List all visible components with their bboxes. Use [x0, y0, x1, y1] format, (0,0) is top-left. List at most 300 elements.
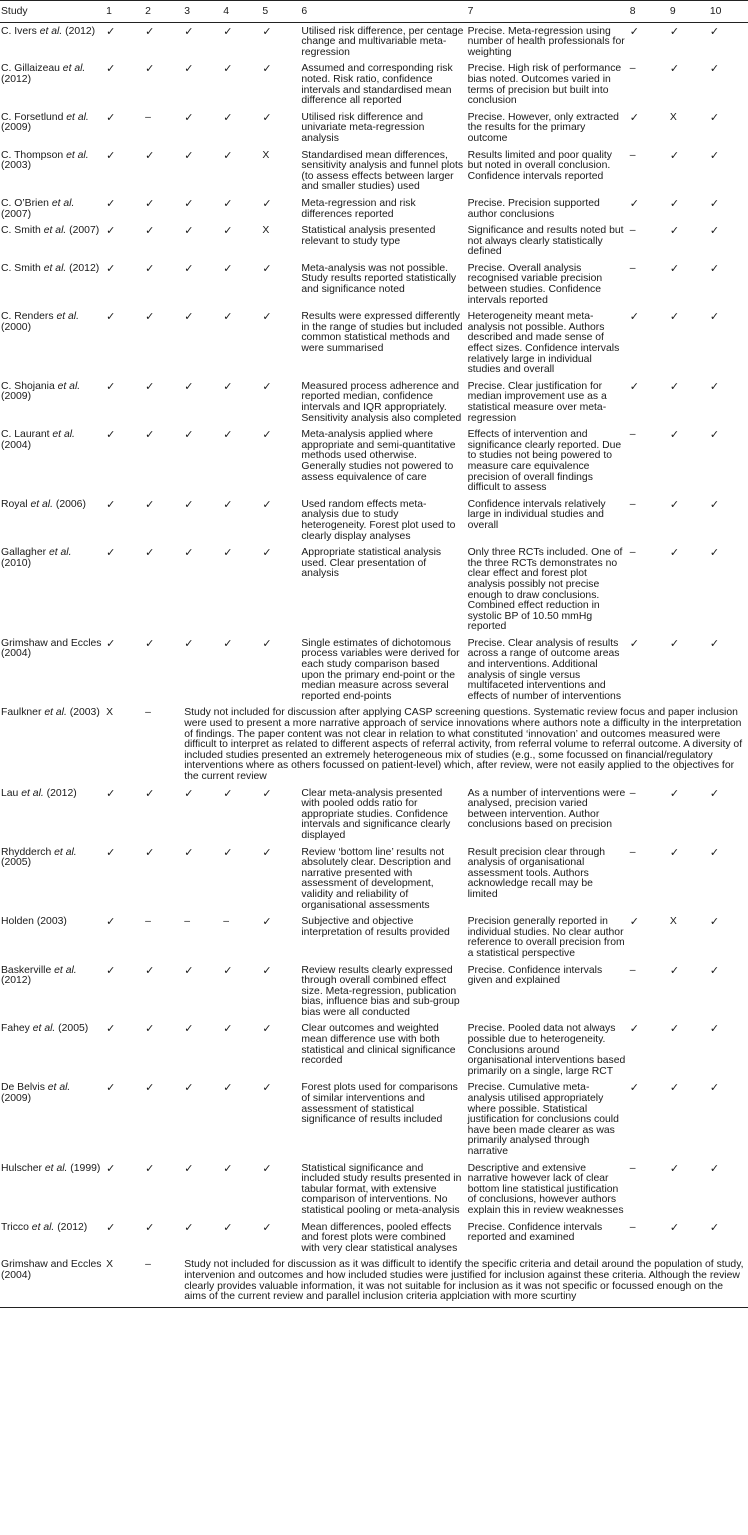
table-row [0, 1219, 748, 1257]
criterion-1-cell [104, 109, 143, 147]
criterion-8-cell [628, 785, 668, 844]
check-mark-icon: ✓ [262, 1220, 272, 1234]
criterion-10-cell [708, 785, 748, 844]
criterion-7-text: Precise. High risk of performance bias noted. Outcomes varied in terms of precision but built into conclusion [467, 63, 622, 107]
check-mark-icon: ✓ [106, 1220, 116, 1234]
check-mark-icon: ✓ [262, 196, 272, 210]
check-mark-icon: ✓ [669, 310, 680, 324]
study-name: C. Laurant et al. (2004) [1, 429, 75, 451]
criterion-7-text: Precise. Meta-regression using number of health professionals for weighting [467, 25, 625, 58]
table-row [0, 1160, 748, 1219]
check-mark-icon: ✓ [145, 224, 155, 238]
criterion-6-text: Clear outcomes and weighted mean difference use with both statistical and clinical significance recorded [301, 1023, 456, 1067]
check-mark-icon: ✓ [669, 62, 680, 76]
criterion-7-text: Precise. Precision supported author conclusions [467, 197, 600, 220]
check-mark-icon: ✓ [629, 110, 639, 124]
criterion-2-cell [143, 260, 182, 308]
criterion-3-cell [182, 1160, 221, 1219]
check-mark-icon: ✓ [106, 24, 116, 38]
criterion-4-cell [221, 260, 260, 308]
study-name: C. Smith et al. (2007) [1, 225, 100, 237]
check-mark-icon: ✓ [262, 428, 272, 442]
criterion-10-cell [708, 378, 748, 426]
check-mark-icon: ✓ [106, 310, 116, 324]
criterion-4-cell [221, 426, 260, 496]
criterion-1-cell [104, 426, 143, 496]
criterion-3-cell [182, 962, 221, 1021]
check-mark-icon: ✓ [709, 1220, 720, 1234]
study-name: Faulkner et al. (2003) [1, 707, 100, 719]
check-mark-icon: ✓ [669, 963, 680, 977]
criterion-6-text: Assumed and corresponding risk noted. Risk ratio, confidence intervals and standardised mean difference all reported [301, 63, 453, 107]
criterion-10-cell [708, 962, 748, 1021]
criterion-7-text: Precise. Clear analysis of results across a range of outcome areas and interventions. Additional analysis of single versus multifaceted interventions and effects of number of interventions [467, 637, 622, 702]
check-mark-icon: ✓ [184, 261, 194, 275]
check-mark-icon: ✓ [184, 546, 194, 560]
table-row [0, 704, 748, 784]
table-row [0, 913, 748, 961]
check-mark-icon: ✓ [145, 786, 155, 800]
check-mark-icon: ✓ [669, 224, 680, 238]
criterion-5-cell [260, 1079, 299, 1159]
criterion-7-text: Significance and results noted but not always clearly statistically defined [467, 225, 624, 258]
check-mark-icon: ✓ [709, 845, 720, 859]
criterion-6-text: Mean differences, pooled effects and forest plots were combined with very clear statistical analyses [301, 1221, 458, 1254]
check-mark-icon: ✓ [145, 636, 155, 650]
check-mark-icon: ✓ [669, 1161, 680, 1175]
check-mark-icon: ✓ [106, 915, 116, 929]
table-row [0, 195, 748, 222]
check-mark-icon: ✓ [184, 110, 194, 124]
table-row [0, 1020, 748, 1079]
check-mark-icon: ✓ [145, 62, 155, 76]
check-mark-icon: ✓ [629, 1081, 639, 1095]
dash-mark: – [145, 707, 151, 719]
criterion-1-cell [104, 308, 143, 378]
criterion-2-cell [143, 1256, 182, 1307]
criterion-10-cell [708, 496, 748, 544]
criterion-1-cell [104, 496, 143, 544]
table-row [0, 962, 748, 1021]
study-name: Baskerville et al. (2012) [1, 964, 77, 987]
check-mark-icon: ✓ [262, 1022, 272, 1036]
dash-mark: – [184, 916, 190, 928]
cross-mark: X [262, 225, 270, 237]
study-name: Holden (2003) [1, 916, 67, 928]
criterion-5-cell [260, 308, 299, 378]
check-mark-icon: ✓ [106, 845, 116, 859]
check-mark-icon: ✓ [709, 786, 720, 800]
criterion-6-text: Single estimates of dichotomous process variables were derived for each study comparison based upon the primary end-point or the median measure across several reported end-points [301, 637, 460, 702]
criterion-1-cell [104, 378, 143, 426]
check-mark-icon: ✓ [106, 196, 116, 210]
check-mark-icon: ✓ [629, 196, 639, 210]
check-mark-icon: ✓ [262, 636, 272, 650]
criterion-7-text: Precision generally reported in individual studies. No clear author reference to overall precision from a statistical perspective [467, 916, 625, 959]
criterion-5-cell [260, 22, 299, 60]
check-mark-icon: ✓ [106, 1022, 116, 1036]
criterion-1-cell [104, 22, 143, 60]
check-mark-icon: ✓ [223, 786, 233, 800]
criterion-4-cell [221, 109, 260, 147]
check-mark-icon: ✓ [669, 845, 680, 859]
criterion-1-cell [104, 785, 143, 844]
criterion-9-cell [668, 109, 708, 147]
criterion-6-text: Measured process adherence and reported median, confidence intervals and IQR appropriately. Sensitivity analysis also completed [301, 380, 462, 424]
check-mark-icon: ✓ [669, 546, 680, 560]
criterion-1-cell [104, 635, 143, 705]
criterion-7-text: Effects of intervention and significance clearly reported. Due to studies not being powered to measure care equivalence precision of overall findings difficult to assess [467, 429, 622, 494]
table-row [0, 22, 748, 60]
criterion-10-cell [708, 22, 748, 60]
criterion-10-cell [708, 1020, 748, 1079]
study-name: Tricco et al. (2012) [1, 1221, 88, 1233]
criterion-2-cell [143, 1160, 182, 1219]
criterion-6-text: Used random effects meta-analysis due to study heterogeneity. Forest plot used to clearly display analyses [301, 498, 456, 542]
column-header-4: 4 [221, 1, 260, 23]
criterion-7-text: Heterogeneity meant meta-analysis not possible. Authors described and made sense of effect sizes. Confidence intervals relatively large in individual studies and overall [467, 311, 620, 376]
column-header-1: 1 [104, 1, 143, 23]
check-mark-icon: ✓ [709, 24, 720, 38]
check-mark-icon: ✓ [106, 546, 116, 560]
column-header-study: Study [0, 1, 104, 23]
check-mark-icon: ✓ [262, 915, 272, 929]
check-mark-icon: ✓ [145, 1161, 155, 1175]
study-name: Royal et al. (2006) [1, 498, 86, 510]
criterion-6-text: Utilised risk difference, per centage change and multivariable meta-regression [301, 25, 464, 58]
table-row [0, 222, 748, 260]
study-name: Fahey et al. (2005) [1, 1023, 89, 1035]
check-mark-icon: ✓ [262, 261, 272, 275]
criterion-8-cell [628, 378, 668, 426]
check-mark-icon: ✓ [262, 379, 272, 393]
check-mark-icon: ✓ [145, 845, 155, 859]
criterion-9-cell [668, 1160, 708, 1219]
check-mark-icon: ✓ [184, 1022, 194, 1036]
check-mark-icon: ✓ [145, 963, 155, 977]
criterion-7-text: Precise. However, only extracted the results for the primary outcome [467, 111, 619, 144]
criterion-1-cell [104, 544, 143, 635]
criterion-9-cell [668, 60, 708, 108]
check-mark-icon: ✓ [629, 915, 639, 929]
check-mark-icon: ✓ [709, 428, 720, 442]
criterion-4-cell [221, 1219, 260, 1257]
check-mark-icon: ✓ [629, 24, 639, 38]
criterion-5-cell [260, 496, 299, 544]
table-row [0, 496, 748, 544]
check-mark-icon: ✓ [145, 546, 155, 560]
check-mark-icon: ✓ [184, 786, 194, 800]
table-body [0, 22, 748, 1307]
criterion-1-cell [104, 260, 143, 308]
criterion-7-text: Only three RCTs included. One of the three RCTs demonstrates no clear effect and forest plot analysis possibly not precise enough to draw conclusions. Combined effect reduction in systolic BP of 10.50 mmHg reported [467, 547, 623, 633]
criterion-4-cell [221, 785, 260, 844]
criterion-8-cell [628, 147, 668, 195]
dash-mark: – [145, 111, 151, 123]
column-header-6: 6 [299, 1, 465, 23]
check-mark-icon: ✓ [223, 62, 233, 76]
check-mark-icon: ✓ [669, 24, 680, 38]
criterion-8-cell [628, 496, 668, 544]
criterion-3-cell [182, 222, 221, 260]
check-mark-icon: ✓ [106, 636, 116, 650]
criterion-6-text: Forest plots used for comparisons of similar interventions and assessment of statistical significance of results included [301, 1082, 458, 1126]
criterion-9-cell [668, 962, 708, 1021]
check-mark-icon: ✓ [184, 224, 194, 238]
criterion-4-cell [221, 1160, 260, 1219]
criterion-3-cell [182, 22, 221, 60]
criterion-7-text: Precise. Confidence intervals given and explained [467, 964, 603, 987]
check-mark-icon: ✓ [106, 1081, 116, 1095]
check-mark-icon: ✓ [709, 546, 720, 560]
dash-mark: – [629, 63, 636, 75]
check-mark-icon: ✓ [709, 379, 720, 393]
check-mark-icon: ✓ [223, 261, 233, 275]
check-mark-icon: ✓ [709, 1161, 720, 1175]
check-mark-icon: ✓ [106, 497, 116, 511]
column-header-9: 9 [668, 1, 708, 23]
criterion-7-text: Precise. Overall analysis recognised variable precision between studies. Confidence intervals reported [467, 262, 603, 306]
study-name: C. Ivers et al. (2012) [1, 25, 96, 37]
check-mark-icon: ✓ [669, 636, 680, 650]
cross-mark: X [262, 149, 270, 161]
criterion-1-cell [104, 962, 143, 1021]
check-mark-icon: ✓ [709, 261, 720, 275]
check-mark-icon: ✓ [669, 379, 680, 393]
cross-mark: X [106, 1259, 114, 1271]
check-mark-icon: ✓ [262, 786, 272, 800]
criterion-9-cell [668, 147, 708, 195]
criterion-6-text: Meta-analysis applied where appropriate and semi-quantitative methods used otherwise. Generally studies not powered to assess equivalence of care [301, 429, 456, 483]
table-row [0, 844, 748, 914]
criterion-6-text: Meta-analysis was not possible. Study results reported statistically and significance noted [301, 262, 457, 296]
check-mark-icon: ✓ [262, 110, 272, 124]
check-mark-icon: ✓ [223, 963, 233, 977]
criterion-4-cell [221, 195, 260, 222]
criterion-1-cell [104, 1160, 143, 1219]
criterion-5-cell [260, 544, 299, 635]
criterion-10-cell [708, 260, 748, 308]
dash-mark: – [629, 225, 636, 237]
criterion-3-cell [182, 109, 221, 147]
criterion-2-cell [143, 109, 182, 147]
dash-mark: – [629, 1162, 636, 1174]
criterion-2-cell [143, 1020, 182, 1079]
criterion-10-cell [708, 195, 748, 222]
check-mark-icon: ✓ [106, 963, 116, 977]
criterion-9-cell [668, 260, 708, 308]
criterion-8-cell [628, 544, 668, 635]
criterion-9-cell [668, 22, 708, 60]
criterion-8-cell [628, 308, 668, 378]
check-mark-icon: ✓ [709, 1081, 720, 1095]
check-mark-icon: ✓ [145, 497, 155, 511]
check-mark-icon: ✓ [709, 148, 720, 162]
criterion-10-cell [708, 844, 748, 914]
criterion-1-cell [104, 1219, 143, 1257]
criterion-5-cell [260, 844, 299, 914]
criterion-8-cell [628, 195, 668, 222]
criterion-1-cell [104, 222, 143, 260]
criterion-8-cell [628, 913, 668, 961]
study-name: C. Renders et al. (2000) [1, 311, 79, 333]
criterion-5-cell [260, 195, 299, 222]
study-name: C. O’Brien et al. (2007) [1, 197, 75, 220]
check-mark-icon: ✓ [709, 110, 720, 124]
dash-mark: – [629, 787, 636, 799]
header-row [0, 1, 748, 23]
criterion-5-cell [260, 962, 299, 1021]
criterion-10-cell [708, 147, 748, 195]
check-mark-icon: ✓ [629, 1022, 639, 1036]
check-mark-icon: ✓ [223, 110, 233, 124]
criterion-2-cell [143, 378, 182, 426]
criterion-4-cell [221, 60, 260, 108]
exclusion-note: Study not included for discussion as it was difficult to identify the specific criteria and detail around the population of study, intervenion and outcomes and how included studies were justified for inclusion against these criteria. Although the review clearly provides valuable information, it was not suitable for inclusion as it was not specific or focussed enough on the aims of the current review and parallel inclusion criteria applciation with more scurtiny [182, 1256, 748, 1307]
table-row [0, 260, 748, 308]
dash-mark: – [223, 916, 230, 928]
criterion-2-cell [143, 844, 182, 914]
table-row [0, 544, 748, 635]
check-mark-icon: ✓ [145, 310, 155, 324]
check-mark-icon: ✓ [629, 379, 639, 393]
check-mark-icon: ✓ [184, 148, 194, 162]
check-mark-icon: ✓ [262, 963, 272, 977]
check-mark-icon: ✓ [106, 62, 116, 76]
criterion-1-cell [104, 1079, 143, 1159]
criterion-2-cell [143, 60, 182, 108]
criterion-2-cell [143, 308, 182, 378]
criterion-2-cell [143, 913, 182, 961]
check-mark-icon: ✓ [223, 24, 233, 38]
criterion-7-text: Descriptive and extensive narrative however lack of clear bottom line statistical justification of conclusions, however authors explain this in review weaknesses [467, 1162, 624, 1216]
check-mark-icon: ✓ [184, 636, 194, 650]
criterion-10-cell [708, 308, 748, 378]
check-mark-icon: ✓ [106, 148, 116, 162]
table-row [0, 635, 748, 705]
criterion-9-cell [668, 1020, 708, 1079]
column-header-10: 10 [708, 1, 748, 23]
criterion-9-cell [668, 785, 708, 844]
criterion-6-text: Results were expressed differently in the range of studies but included common statistical methods and were summarised [301, 311, 463, 355]
criterion-10-cell [708, 60, 748, 108]
criterion-7-text: Precise. Clear justification for median improvement use as a statistical measure over meta-regression [467, 380, 607, 424]
criterion-2-cell [143, 704, 182, 784]
check-mark-icon: ✓ [145, 261, 155, 275]
check-mark-icon: ✓ [184, 196, 194, 210]
criterion-1-cell [104, 1256, 143, 1307]
check-mark-icon: ✓ [145, 379, 155, 393]
check-mark-icon: ✓ [106, 379, 116, 393]
criterion-8-cell [628, 426, 668, 496]
dash-mark: – [629, 429, 636, 441]
criterion-2-cell [143, 544, 182, 635]
column-header-5: 5 [260, 1, 299, 23]
cross-mark: X [106, 707, 114, 719]
criterion-4-cell [221, 635, 260, 705]
criterion-4-cell [221, 222, 260, 260]
check-mark-icon: ✓ [145, 1022, 155, 1036]
criterion-2-cell [143, 22, 182, 60]
study-name: Lau et al. (2012) [1, 787, 77, 799]
dash-mark: – [629, 964, 636, 976]
check-mark-icon: ✓ [106, 224, 116, 238]
criterion-10-cell [708, 426, 748, 496]
table-row [0, 60, 748, 108]
check-mark-icon: ✓ [709, 224, 720, 238]
criterion-5-cell [260, 147, 299, 195]
check-mark-icon: ✓ [184, 428, 194, 442]
criterion-5-cell [260, 913, 299, 961]
check-mark-icon: ✓ [223, 224, 233, 238]
check-mark-icon: ✓ [223, 1081, 233, 1095]
criterion-8-cell [628, 222, 668, 260]
criterion-4-cell [221, 1079, 260, 1159]
criterion-2-cell [143, 426, 182, 496]
study-name: Grimshaw and Eccles (2004) [0, 1256, 104, 1307]
criterion-3-cell [182, 844, 221, 914]
criterion-9-cell [668, 195, 708, 222]
criterion-7-text: Precise. Confidence intervals reported and examined [467, 1221, 603, 1244]
study-name: Rhydderch et al. (2005) [1, 846, 77, 869]
table-header [0, 1, 748, 23]
criterion-2-cell [143, 962, 182, 1021]
criterion-9-cell [668, 544, 708, 635]
criterion-9-cell [668, 426, 708, 496]
check-mark-icon: ✓ [709, 1022, 720, 1036]
check-mark-icon: ✓ [669, 428, 680, 442]
criterion-9-cell [668, 913, 708, 961]
dash-mark: – [629, 1221, 636, 1233]
criterion-5-cell [260, 635, 299, 705]
criterion-8-cell [628, 109, 668, 147]
check-mark-icon: ✓ [223, 148, 233, 162]
study-name: Hulscher et al. (1999) [1, 1162, 101, 1174]
check-mark-icon: ✓ [223, 196, 233, 210]
criterion-3-cell [182, 378, 221, 426]
check-mark-icon: ✓ [184, 845, 194, 859]
criterion-3-cell [182, 635, 221, 705]
check-mark-icon: ✓ [262, 546, 272, 560]
table-row [0, 308, 748, 378]
criterion-8-cell [628, 844, 668, 914]
dash-mark: – [629, 498, 636, 510]
check-mark-icon: ✓ [629, 310, 639, 324]
criterion-5-cell [260, 222, 299, 260]
check-mark-icon: ✓ [184, 1161, 194, 1175]
check-mark-icon: ✓ [184, 963, 194, 977]
criterion-5-cell [260, 1219, 299, 1257]
check-mark-icon: ✓ [709, 310, 720, 324]
study-name: C. Thompson et al. (2003) [1, 149, 89, 172]
check-mark-icon: ✓ [106, 1161, 116, 1175]
criterion-3-cell [182, 544, 221, 635]
check-mark-icon: ✓ [629, 636, 639, 650]
criterion-6-text: Review results clearly expressed through overall combined effect size. Meta-regression, publication bias, influence bias and sub-group bias were all conducted [301, 964, 460, 1018]
criterion-1-cell [104, 1020, 143, 1079]
criterion-5-cell [260, 60, 299, 108]
check-mark-icon: ✓ [145, 1081, 155, 1095]
criterion-4-cell [221, 22, 260, 60]
cross-mark: X [669, 111, 677, 123]
criterion-2-cell [143, 222, 182, 260]
check-mark-icon: ✓ [145, 148, 155, 162]
criterion-3-cell [182, 260, 221, 308]
criterion-2-cell [143, 785, 182, 844]
criterion-6-text: Clear meta-analysis presented with pooled odds ratio for appropriate studies. Confidence intervals and significance clearly displayed [301, 787, 451, 841]
column-header-7: 7 [466, 1, 628, 23]
criterion-7-text: Confidence intervals relatively large in individual studies and overall [467, 498, 606, 531]
